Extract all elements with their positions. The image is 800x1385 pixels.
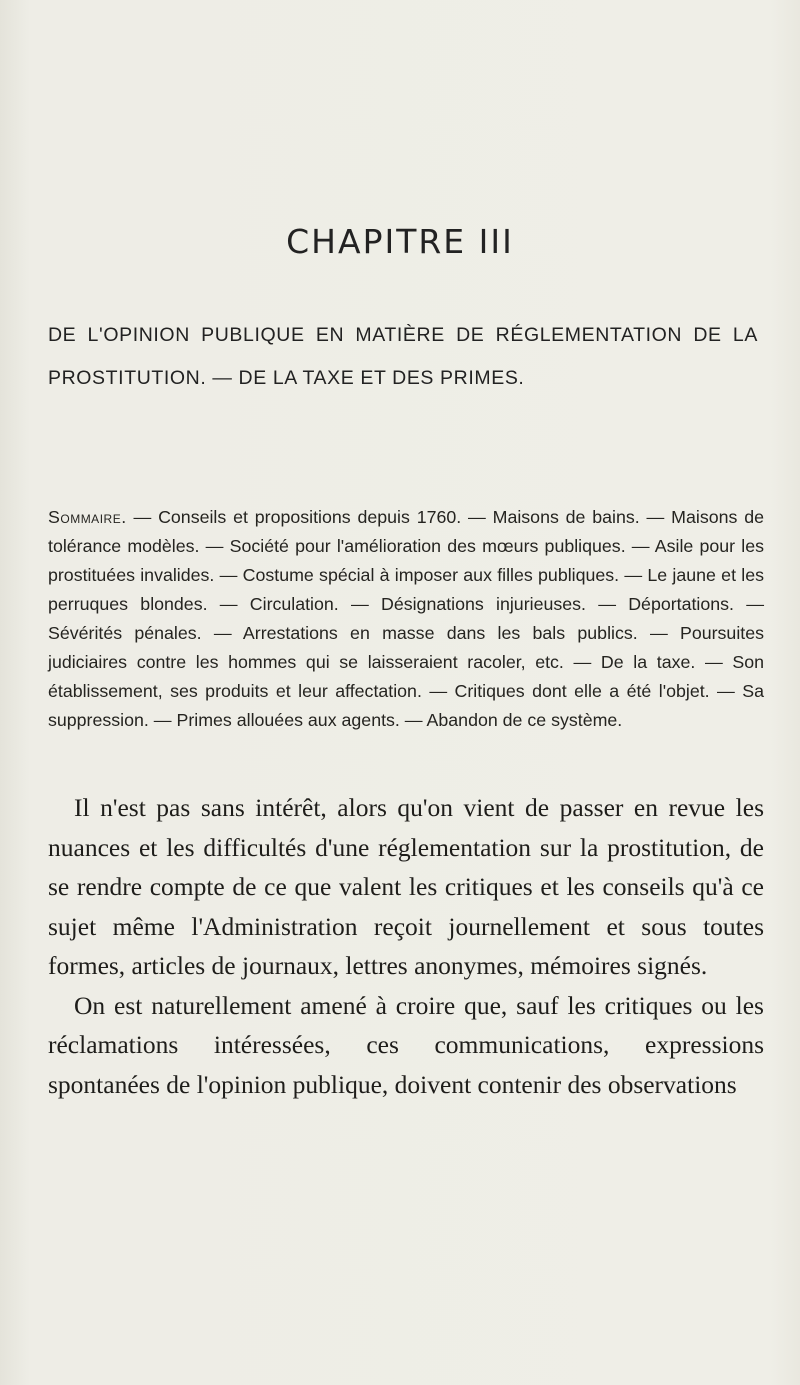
paragraph-1: Il n'est pas sans intérêt, alors qu'on vient de passer en revue les nuances et les difficultés d'une réglementation sur la prostitution, de se rendre compte de ce que valent les critiques et les conseils qu'à ce sujet même l'Administration reçoit journellement et sous toutes formes, articles de journaux, lettres anonymes, mémoires signés. (48, 793, 764, 980)
paragraph-2: On est naturellement amené à croire que, sauf les critiques ou les réclamations intéressées, ces communications, expressions spontanées de l'opinion publique, doivent contenir des observations (48, 990, 764, 1099)
chapter-summary (48, 503, 764, 735)
chapter-title: CHAPITRE III (286, 222, 514, 261)
summary-text: — Conseils et propositions depuis 1760. — Maisons de bains. — Maisons de tolérance modèles. — Société pour l'amélioration des mœurs publiques. — Asile pour les prostituées invalides. — Costume spécial à imposer aux filles publiques. — Le jaune et les perruques blondes. — Circulation. — Désignations injurieuses. — Déportations. — Sévérités pénales. — Arrestations en masse dans les bals publics. — Poursuites judiciaires contre les hommes qui se laisseraient racoler, etc. — De la taxe. — Son établissement, ses produits et leur affectation. — Critiques dont elle a été l'objet. — Sa suppression. — Primes allouées aux agents. — Abandon de ce système. (48, 507, 764, 730)
chapter-subtitle: DE L'OPINION PUBLIQUE EN MATIÈRE DE RÉGLEMENTATION DE LA PROSTITUTION. — DE LA TAXE ET DES PRIMES. (48, 324, 758, 389)
summary-label: Sommaire. (48, 507, 127, 527)
body-text (48, 788, 764, 1104)
